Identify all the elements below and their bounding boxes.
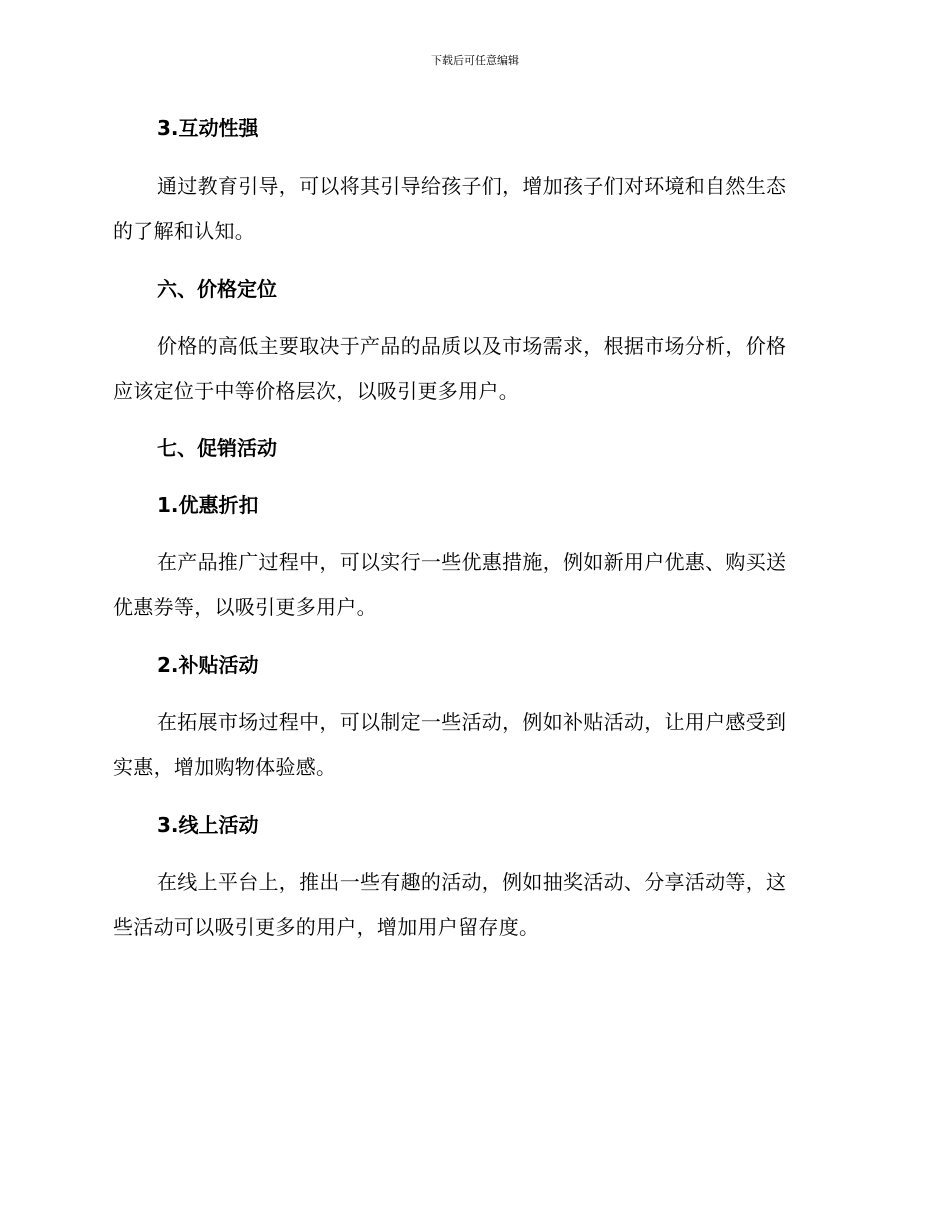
page-header: 下载后可任意编辑 xyxy=(431,54,519,67)
paragraph-line: 在拓展市场过程中，可以制定一些活动，例如补贴活动，让用户感受到 xyxy=(157,710,787,734)
paragraph-line: 应该定位于中等价格层次，以吸引更多用户。 xyxy=(113,379,519,403)
section-heading-subsidy: 2.补贴活动 xyxy=(157,653,259,677)
section-heading-interactivity: 3.互动性强 xyxy=(157,116,259,140)
section-heading-online: 3.线上活动 xyxy=(157,813,259,837)
paragraph-subsidy xyxy=(113,700,831,790)
paragraph-interactivity xyxy=(113,164,831,254)
paragraph-line: 在产品推广过程中，可以实行一些优惠措施，例如新用户优惠、购买送 xyxy=(157,550,787,574)
paragraph-line: 价格的高低主要取决于产品的品质以及市场需求，根据市场分析，价格 xyxy=(157,334,787,358)
section-heading-pricing: 六、价格定位 xyxy=(157,277,277,301)
paragraph-online xyxy=(113,860,831,950)
paragraph-pricing xyxy=(113,324,831,414)
section-heading-discount: 1.优惠折扣 xyxy=(157,493,259,517)
paragraph-line: 实惠，增加购物体验感。 xyxy=(113,755,337,779)
section-heading-promotion: 七、促销活动 xyxy=(157,436,277,460)
paragraph-line: 通过教育引导，可以将其引导给孩子们，增加孩子们对环境和自然生态 xyxy=(157,174,787,198)
paragraph-line: 在线上平台上，推出一些有趣的活动，例如抽奖活动、分享活动等，这 xyxy=(157,870,787,894)
paragraph-line: 优惠券等，以吸引更多用户。 xyxy=(113,595,377,619)
paragraph-line: 的了解和认知。 xyxy=(113,219,256,243)
paragraph-line: 些活动可以吸引更多的用户，增加用户留存度。 xyxy=(113,915,540,939)
paragraph-discount xyxy=(113,540,831,630)
